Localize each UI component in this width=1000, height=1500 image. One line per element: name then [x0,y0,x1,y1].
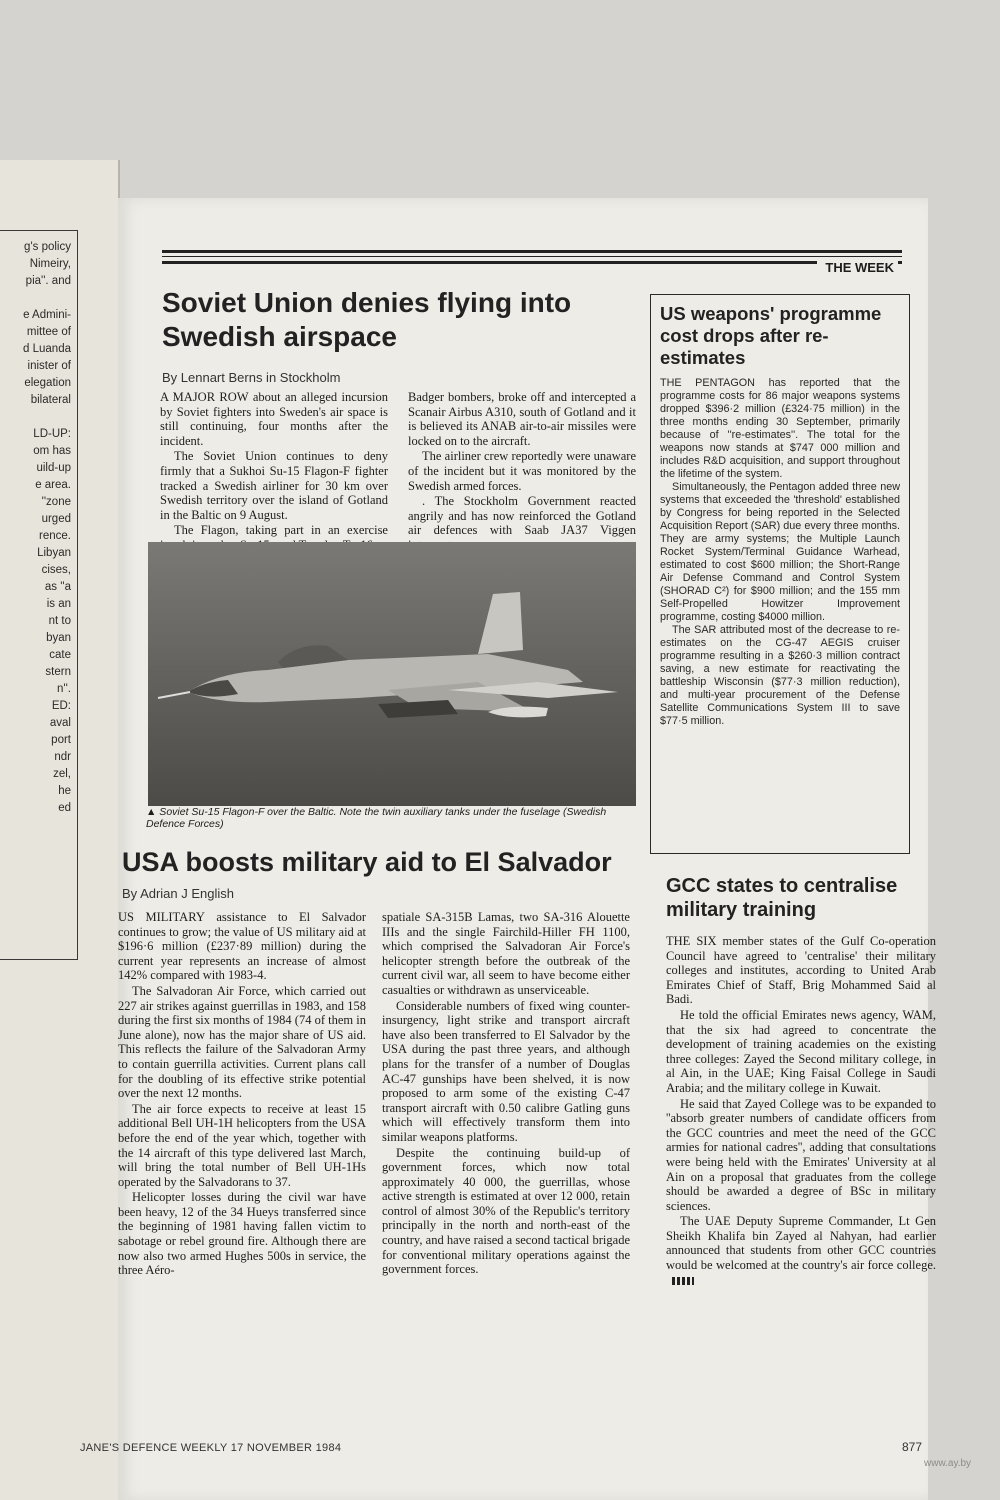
article-column-el-salvador-1 [118,910,366,1279]
paragraph: The Soviet Union continues to deny firmly that a Sukhoi Su-15 Flagon-F fighter tracked a Swedish airliner for 30 km over Swedish territory over the island of Gotland in the Baltic on 9 August. [160,449,388,522]
paragraph: Considerable numbers of fixed wing counter-insurgency, light strike and transport aircraft have also been transferred to El Salvador by the USA during the past three years, and although plans for the transfer of a number of Douglas AC-47 gunships have been shelved, it is now proposed to arm some of the existing C-47 transport aircraft with 0.50 calibre Gatling guns which will effectively transform them into similar weapons platforms. [382,998,630,1144]
article-column-el-salvador-2 [382,910,630,1278]
watermark: www.ay.by [924,1458,972,1469]
paragraph: He said that Zayed College was to be expanded to ''absorb greater numbers of candidate officers from the GCC countries and meet the need of the GCC armies for national cadres'', adding that consultations were being held with the Emirates' University at al Ain on a proposal that graduates from the college should be awarded a degree of BSc in military sciences. [666,1096,936,1213]
article-body-gcc [666,934,936,1288]
paragraph: spatiale SA-315B Lamas, two SA-316 Alouette IIIs and the single Fairchild-Hiller FH 1100, which comprised the Salvadoran Air Force's helicopter strength before the outbreak of the current civil war, all seem to have become either casualties or withdrawn as unserviceable. [382,910,630,997]
paragraph: The UAE Deputy Supreme Commander, Lt Gen Sheikh Khalifa bin Zayed al Nahyan, had earlier announced that students from other GCC countries would be welcomed at the country's air force college. [666,1214,936,1287]
lead-in: A MAJOR ROW [160,390,249,404]
paragraph: Simultaneously, the Pentagon added three new systems that exceeded the 'threshold' established by Congress for being reported in the Selected Acquisition Report (SAR) due every three months. They are army systems; the Multiple Launch Rocket System/Terminal Guidance Warhead, estimated to cost $600 million; the Short-Range Air Defense Command and Control System (SHORAD C²) for $900 million; and the 155 mm Self-Propelled Howitzer Improvement programme, costing $4000 million. [660,481,900,623]
su15-aircraft-image [148,542,636,806]
sidebar-headline: US weapons' programme cost drops after re-estimates [660,303,882,368]
article-column-soviet-1 [160,390,388,554]
paragraph: The airliner crew reportedly were unaware of the incident but it was monitored by the Swedish armed forces. [408,449,636,493]
paragraph: A MAJOR ROW about an alleged incursion by Soviet fighters into Sweden's air space is still continuing, four months after the incident. [160,390,389,448]
paragraph: Badger bombers, broke off and intercepted a Scanair Airbus A310, south of Gotland and it is believed its ANAB air-to-air missiles were locked on to the aircraft. [408,390,636,448]
fighter-jet-photo [148,542,636,806]
article-headline-gcc: GCC states to centralise military training [666,875,898,921]
paragraph: US MILITARY assistance to El Salvador continues to grow; the value of US military aid at $196·6 million (£237·89 million) during the current year represents an increase of almost 142% compared with 1983-4. [118,910,367,983]
previous-page-box [0,230,78,960]
sidebar-box-us-weapons [650,294,910,854]
lead-in: US MILITARY [118,910,205,924]
page-number: 877 [902,1440,923,1454]
paragraph: The Salvadoran Air Force, which carried out 227 air strikes against guerrillas in 1983, and 158 during the first six months of 1984 (74 of them in June alone), now has the major share of US aid. This reflects the failure of the Salvadoran Army to contain guerrilla activities. Current plans call for the doubling of its effective strike potential over the next 12 months. [118,983,366,1101]
footer-publication: JANE'S DEFENCE WEEKLY 17 NOVEMBER 1984 [80,1442,342,1454]
paragraph: The Flagon, taking part in an exercise [174,523,388,538]
section-tag: THE WEEK [817,260,898,275]
paragraph: THE SIX member states of the Gulf Co-operation Council have agreed to 'centralise' their military colleges and institutes, according to United Arab Emirates Chief of Staff, Brig Mohammed Said al Badi. [666,934,936,1007]
paragraph: Helicopter losses during the civil war have been heavy, 12 of the 34 Hueys transferred since the beginning of 1981 having fallen victim to sabotage or rebel ground fire. Although there are now also two armed Hughes 500s in service, the three Aéro- [118,1190,366,1278]
paragraph: . The Stockholm Government reacted angrily and has now reinforced the Gotland air defences with Saab JA37 Viggen [408,494,636,538]
photo-caption: ▲ Soviet Su-15 Flagon-F over the Baltic. Note the twin auxiliary tanks under the fuselage (Swedish Defence Forces) [146,806,607,830]
article-byline-soviet: By Lennart Berns in Stockholm [162,370,341,385]
previous-page-text-fragment: g's policy Nimeiry, pia''. and e Admini- mittee of d Luanda inister of elegation bilateral LD-UP: om has uild-up e area. ''zone urged rence. Libyan cises, as ''a is an nt to byan cate stern n''. ED: aval port ndr zel, he ed [23,241,71,814]
paragraph: The SAR attributed most of the decrease to re-estimates on the CG-47 AEGIS cruiser programme resulting in a $260·3 million contract saving, a new estimate for reactivating the battleship Wisconsin ($77·3 million reduction), and multi-year procurement of the Defense Satellite Communications System III to save $77·5 million. [660,624,900,727]
paragraph: Despite the continuing build-up of government forces, which now total approximately 40 000, the guerrillas, whose active strength is estimated at over 12 000, retain control of almost 30% of the Republic's territory principally in the north and north-east of the country, and have raised a second tactical brigade for conventional military operations against the government forces. [382,1145,630,1277]
article-column-soviet-2 [408,390,636,554]
paragraph: THE PENTAGON has reported that the programme costs for 86 major weapons systems dropped $396·2 million (£324·75 million) in the three months ending 30 September, primarily because of ''re-estimates''. The total for the weapons now stands at $747 000 million and includes R&D acquisition, and support throughout the lifetime of the system. [660,377,900,480]
sidebar-body [660,377,900,728]
paragraph: The air force expects to receive at least 15 additional Bell UH-1H helicopters from the USA before the end of the year which, together with the 14 aircraft of this type delivered last March, will bring the total number of Bell UH-1Hs operated by the Salvadorans to 37. [118,1101,366,1189]
previous-page-edge [0,160,120,1500]
paragraph: He told the official Emirates news agency, WAM, that the six had agreed to concentrate the development of training academies on the existing three colleges: Zayed the Second military college, in al Ain, in the UAE; King Faisal College in Saudi Arabia; and the military college in Kuwait. [666,1007,936,1095]
end-of-article-icon [672,1277,694,1285]
article-headline-el-salvador: USA boosts military aid to El Salvador [122,847,612,877]
magazine-page [80,198,936,1500]
article-byline-el-salvador: By Adrian J English [122,886,235,901]
article-headline-soviet: Soviet Union denies flying into Swedish airspace [162,287,572,352]
header-rule [162,250,902,264]
